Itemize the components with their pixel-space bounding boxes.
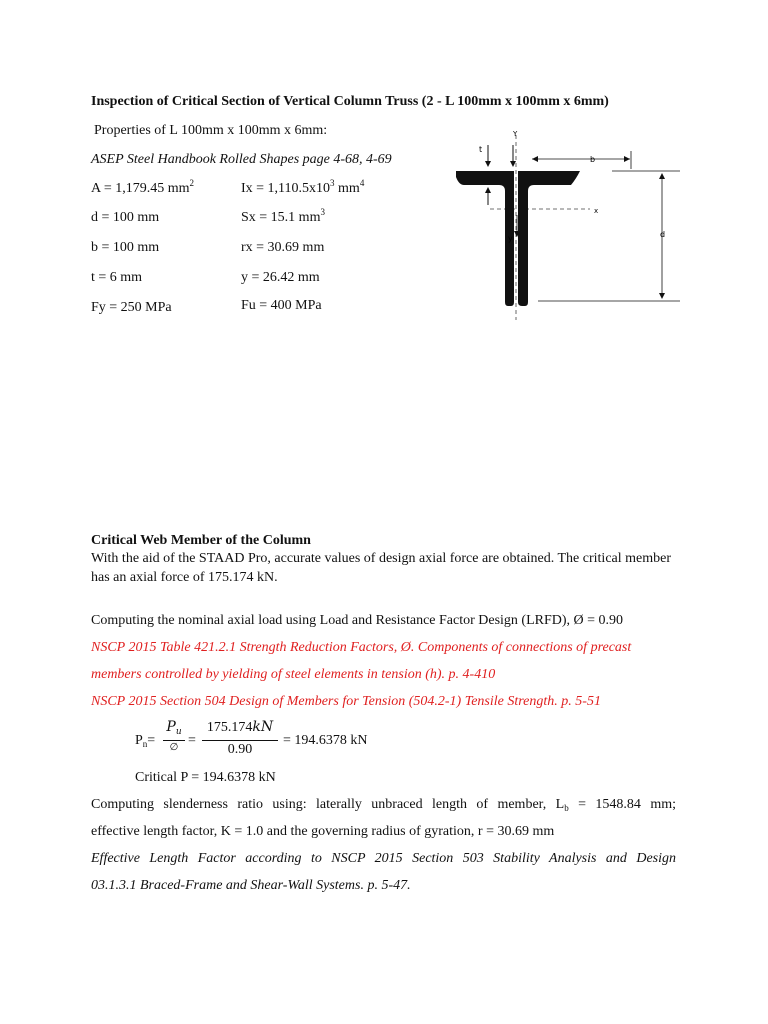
reference-nscp-table: NSCP 2015 Table 421.2.1 Strength Reduction Factors, Ø. Components of connections of precast bbox=[91, 640, 632, 655]
critical-p-value: Critical P = 194.6378 kN bbox=[135, 770, 276, 785]
effective-length-reference-cont: 03.1.3.1 Braced-Frame and Shear-Wall Systems. p. 5-47. bbox=[91, 878, 411, 893]
property-y: y = 26.42 mm bbox=[241, 270, 320, 285]
property-ix: $Ix = 1,110.5x10^3$ $mm^4$ bbox=[241, 178, 365, 196]
property-fu: Fu = 400 MPa bbox=[241, 298, 322, 313]
slenderness-line-1: Computing slenderness ratio using: laterally unbraced length of member, $L_b = 1548.84$ mm; bbox=[91, 797, 676, 813]
lrfd-statement: Computing the nominal axial load using Load and Resistance Factor Design (LRFD), Ø = 0.90 bbox=[91, 613, 624, 628]
property-sx: Sx = 15.1 $mm^3$ bbox=[241, 207, 325, 225]
right-angle-shape bbox=[518, 171, 580, 306]
property-d: d = 100 mm bbox=[91, 210, 160, 225]
critical-paragraph: With the aid of the STAAD Pro, accurate values of design axial force are obtained. The critical member has an axial force of 175.174 kN. bbox=[91, 551, 672, 585]
figure-label-t: t bbox=[479, 145, 483, 154]
property-area: A = 1,179.45 $mm^2$ bbox=[91, 178, 195, 196]
figure-label-d: d bbox=[660, 230, 666, 239]
property-t: t = 6 mm bbox=[91, 270, 143, 285]
critical-section-title: Critical Web Member of the Column bbox=[91, 533, 311, 548]
figure-label-Y: Y bbox=[513, 130, 518, 138]
double-angle-section-figure bbox=[450, 125, 680, 325]
properties-source: ASEP Steel Handbook Rolled Shapes page 4-68, 4-69 bbox=[91, 152, 392, 167]
slenderness-line-2: effective length factor, K = 1.0 and the governing radius of gyration, r = 30.69 mm bbox=[91, 824, 555, 839]
reference-nscp-table-cont: members controlled by yielding of steel elements in tension (h). p. 4-410 bbox=[91, 667, 496, 682]
property-rx: rx = 30.69 mm bbox=[241, 240, 325, 255]
figure-label-y: y bbox=[508, 234, 513, 243]
property-b: b = 100 mm bbox=[91, 240, 160, 255]
effective-length-reference: Effective Length Factor according to NSCP 2015 Section 503 Stability Analysis and Design bbox=[91, 851, 676, 866]
reference-nscp-section: NSCP 2015 Section 504 Design of Members for Tension (504.2-1) Tensile Strength. p. 5-51 bbox=[91, 694, 601, 709]
figure-label-x: x bbox=[594, 207, 599, 215]
page-title: Inspection of Critical Section of Vertical Column Truss (2 - L 100mm x 100mm x 6mm) bbox=[91, 94, 609, 109]
figure-label-b: b bbox=[590, 155, 596, 164]
left-angle-shape bbox=[456, 171, 514, 306]
properties-intro: Properties of L 100mm x 100mm x 6mm: bbox=[94, 123, 328, 138]
property-fy: Fy = 250 MPa bbox=[91, 300, 172, 315]
